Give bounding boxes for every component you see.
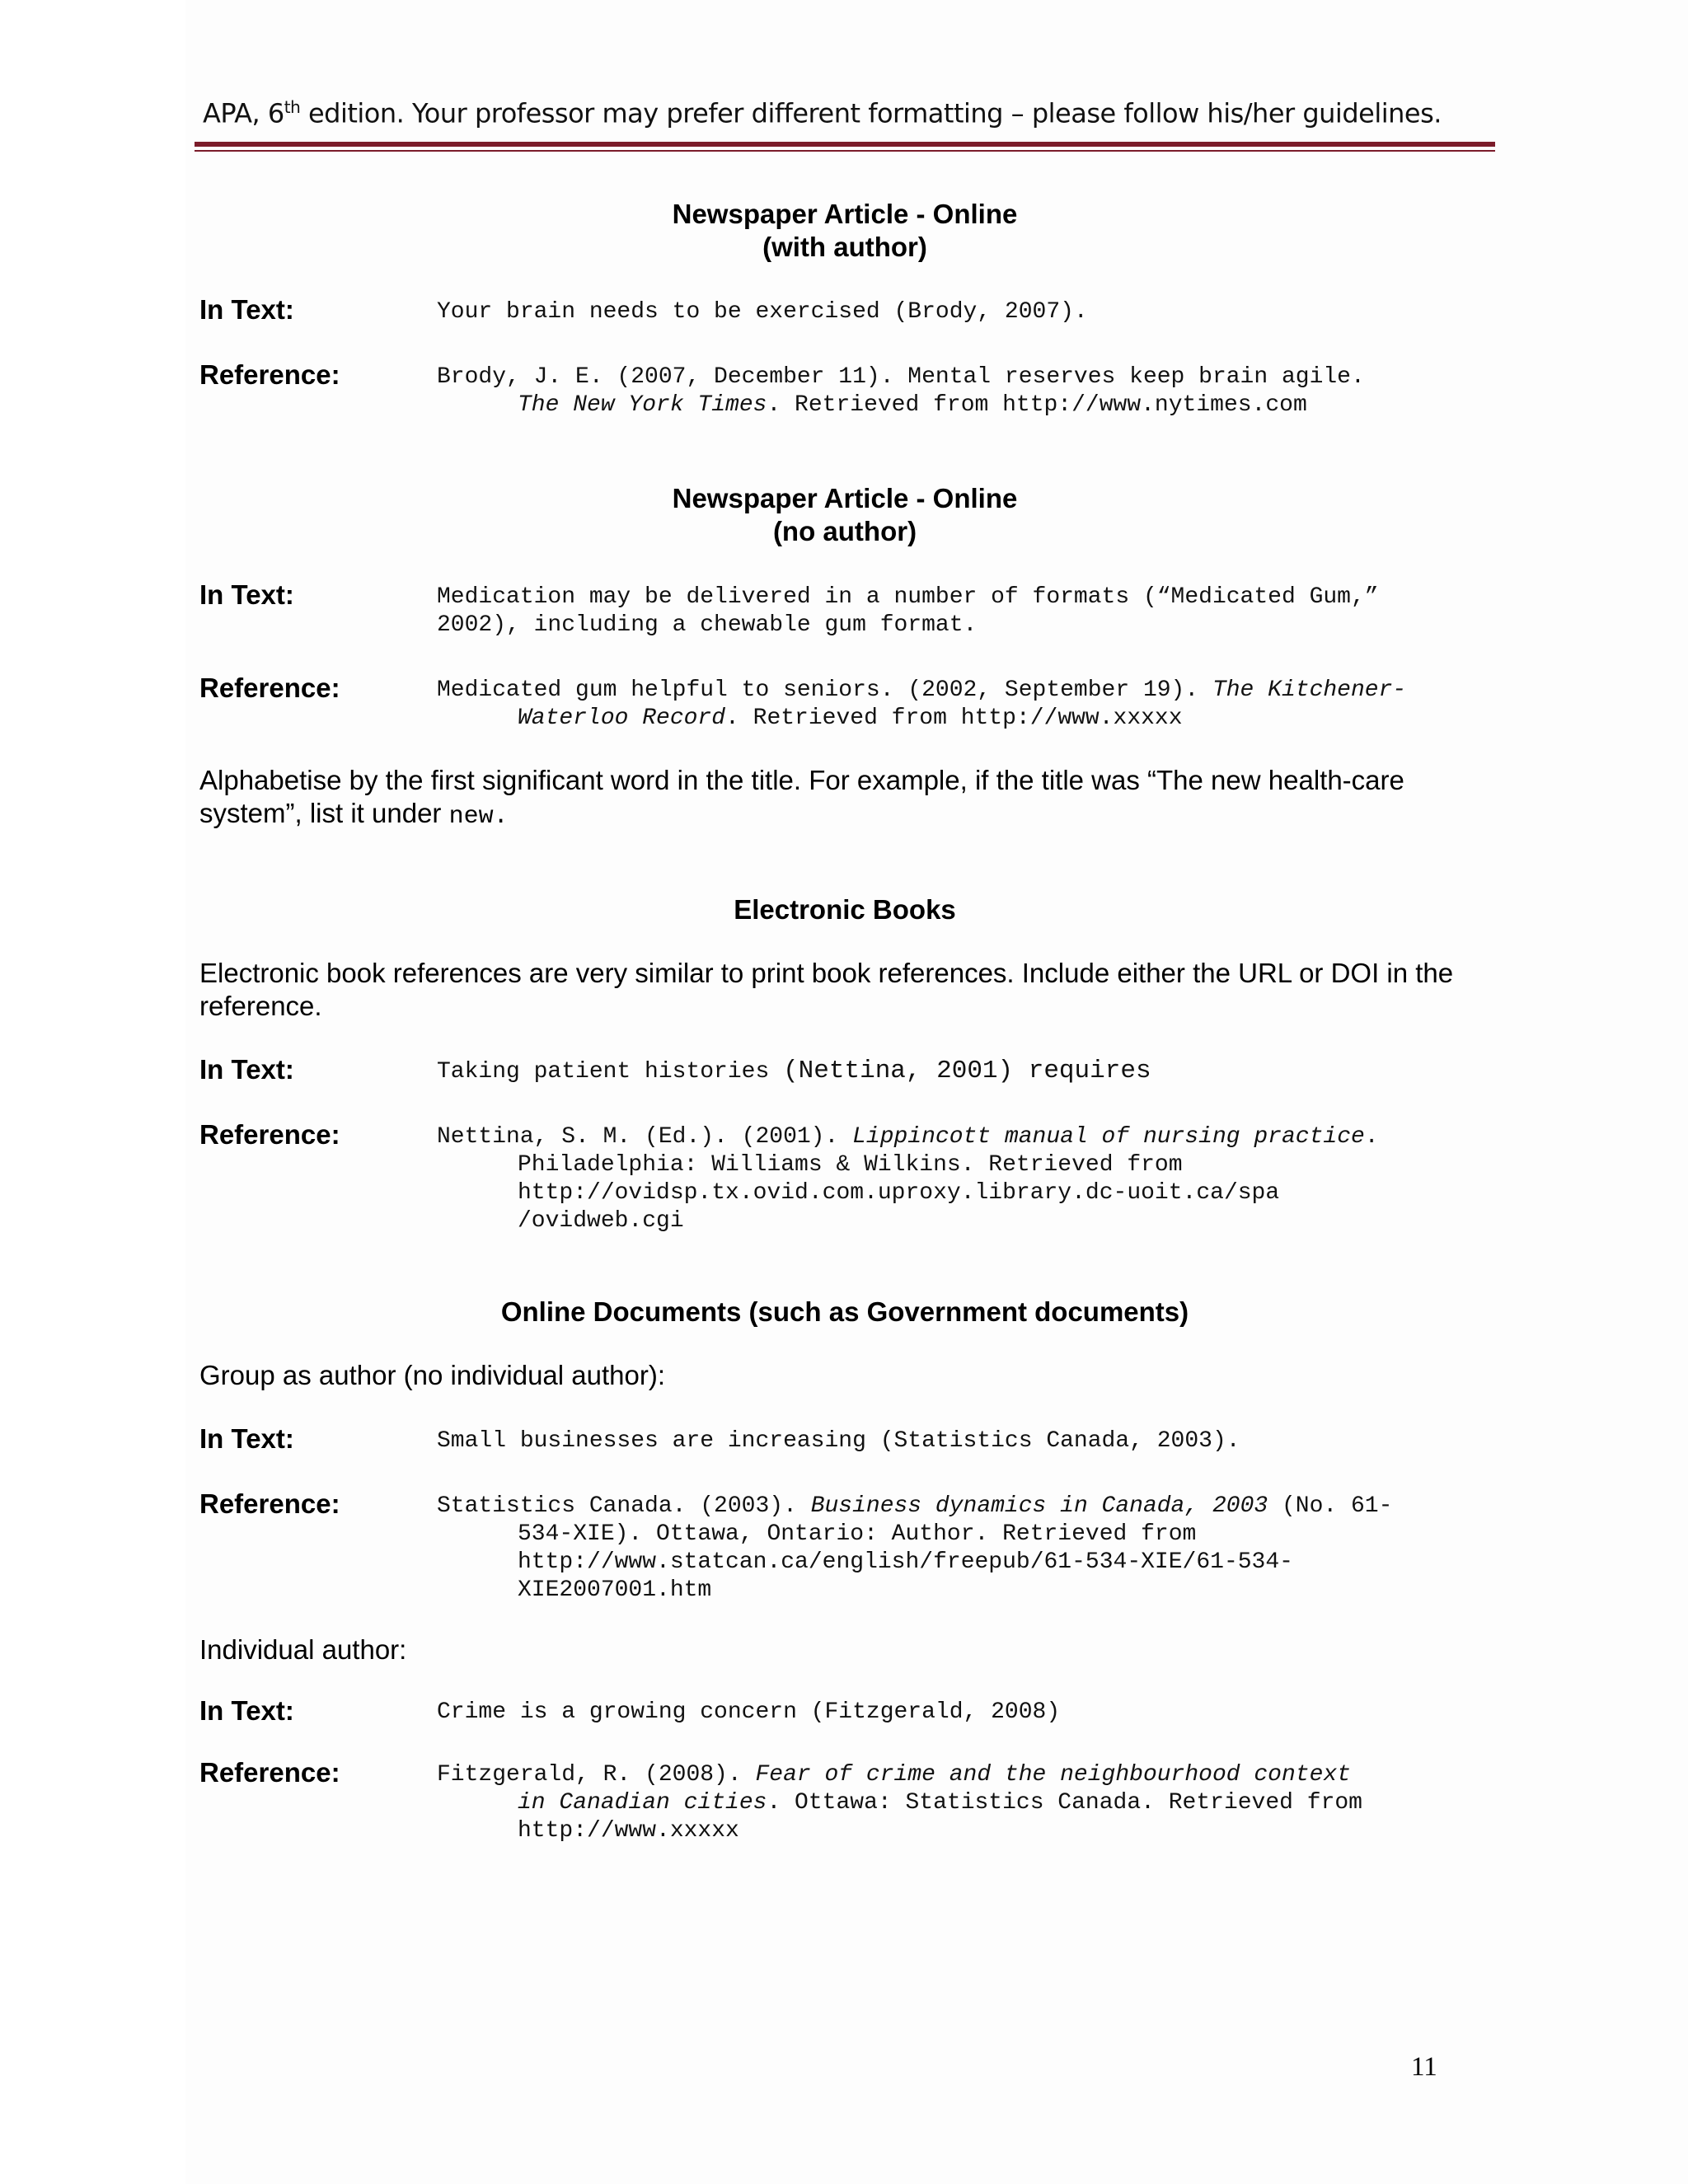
header-superscript: th — [284, 97, 301, 117]
in-text-label: In Text: — [199, 579, 294, 610]
reference-label: Reference: — [199, 359, 340, 390]
page-number: 11 — [1411, 2052, 1437, 2082]
individual-reference — [437, 1761, 1362, 1845]
section-heading-news-author — [195, 198, 1495, 264]
heading-line-2: (with author) — [762, 232, 927, 262]
heading-line-1: Newspaper Article - Online — [672, 199, 1018, 229]
group-in-text: Small businesses are increasing (Statistics Canada, 2003). — [437, 1428, 1240, 1454]
heading-line-2: (no author) — [772, 516, 917, 546]
page-header — [203, 97, 1442, 129]
news-noauthor-reference — [437, 677, 1406, 733]
header-rule-thin — [195, 150, 1495, 152]
reference-line: http://www.statcan.ca/english/freepub/61-534-XIE/61-534- — [518, 1549, 1293, 1575]
in-text-label: In Text: — [199, 1054, 294, 1085]
reference-line: Statistics Canada. (2003). Business dynamics in Canada, 2003 (No. 61- — [437, 1493, 1393, 1519]
header-prefix: APA, 6 — [203, 97, 284, 129]
group-author-label: Group as author (no individual author): — [199, 1360, 665, 1390]
reference-italic: The New York Times — [518, 392, 767, 418]
reference-line: Waterloo Record. Retrieved from http://www.xxxxx — [518, 705, 1183, 731]
heading-line-1: Newspaper Article - Online — [672, 483, 1018, 513]
reference-line: Nettina, S. M. (Ed.). (2001). Lippincott manual of nursing practice. — [437, 1124, 1379, 1150]
reference-label: Reference: — [199, 673, 340, 703]
alphabetise-note: Alphabetise by the first significant word in the title. For example, if the title was “The new health-care system”, list it under new. — [199, 765, 1404, 831]
reference-label: Reference: — [199, 1119, 340, 1150]
group-reference — [437, 1493, 1392, 1605]
news-author-in-text: Your brain needs to be exercised (Brody, 2007). — [437, 299, 1088, 325]
section-heading-news-noauthor — [195, 482, 1495, 548]
reference-line: The New York Times. Retrieved from http://www.nytimes.com — [518, 392, 1307, 418]
reference-label: Reference: — [199, 1757, 340, 1788]
header-rule-thick — [195, 142, 1495, 147]
reference-line: in Canadian cities. Ottawa: Statistics Canada. Retrieved from — [518, 1790, 1362, 1816]
in-text-label: In Text: — [199, 1423, 294, 1454]
inline-code: new. — [448, 803, 509, 831]
in-text-label: In Text: — [199, 294, 294, 325]
news-noauthor-in-text: Medication may be delivered in a number of formats (“Medicated Gum,” 2002), including a chewable gum format. — [437, 584, 1379, 638]
ebooks-intro: Electronic book references are very similar to print book references. Include either the URL or DOI in the reference. — [199, 958, 1454, 1021]
reference-line: XIE2007001.htm — [518, 1577, 712, 1603]
reference-label: Reference: — [199, 1488, 340, 1519]
section-heading-ebooks: Electronic Books — [734, 894, 956, 925]
reference-line: Fitzgerald, R. (2008). Fear of crime and the neighbourhood context — [437, 1762, 1351, 1788]
reference-line: 534-XIE). Ottawa, Ontario: Author. Retrieved from — [518, 1521, 1197, 1547]
header-rest: edition. Your professor may prefer different formatting – please follow his/her guidelines. — [300, 97, 1442, 129]
page-background — [185, 0, 1688, 2184]
section-heading-online-docs: Online Documents (such as Government documents) — [500, 1296, 1189, 1327]
reference-line: http://ovidsp.tx.ovid.com.uproxy.library.dc-uoit.ca/spa — [518, 1180, 1280, 1206]
news-author-reference — [437, 363, 1365, 419]
individual-author-label: Individual author: — [199, 1634, 407, 1665]
reference-line: http://www.xxxxx — [518, 1818, 739, 1844]
reference-line: Medicated gum helpful to seniors. (2002, September 19). The Kitchener- — [437, 677, 1407, 703]
in-text-label: In Text: — [199, 1695, 294, 1726]
reference-line: Brody, J. E. (2007, December 11). Mental reserves keep brain agile. — [437, 364, 1365, 390]
ebooks-in-text: Taking patient histories (Nettina, 2001) requires — [437, 1057, 1151, 1085]
individual-in-text: Crime is a growing concern (Fitzgerald, 2008) — [437, 1699, 1061, 1725]
reference-line: /ovidweb.cgi — [518, 1208, 684, 1234]
ebooks-reference — [437, 1123, 1379, 1235]
reference-line: Philadelphia: Williams & Wilkins. Retrieved from — [518, 1152, 1183, 1178]
